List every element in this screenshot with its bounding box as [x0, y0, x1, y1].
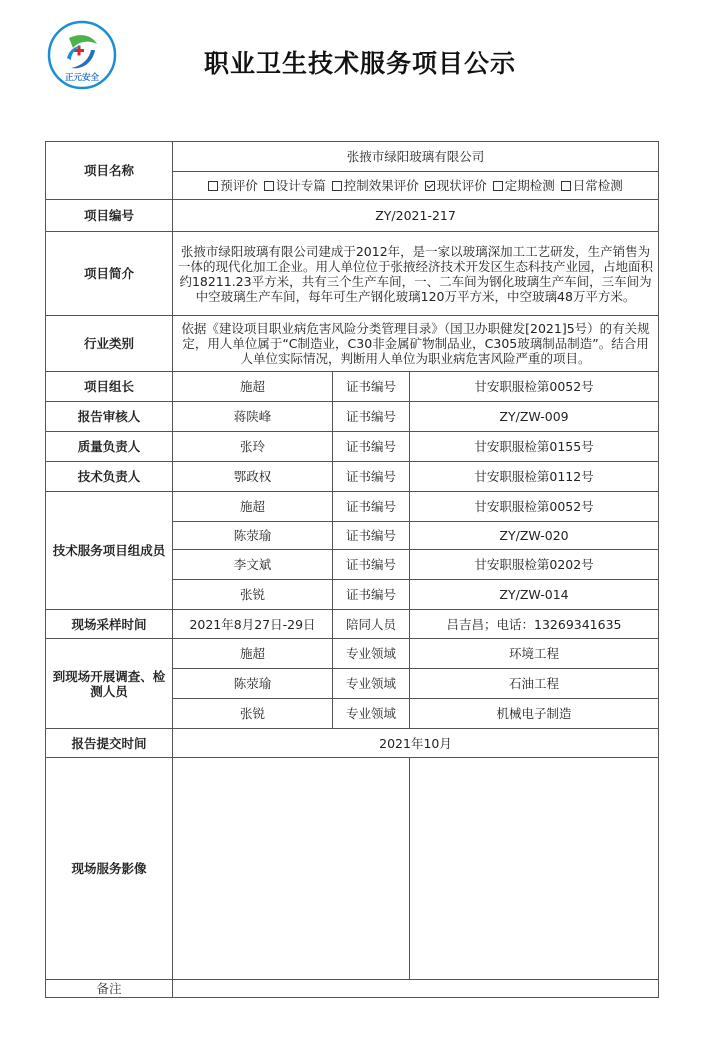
- page-title: 职业卫生技术服务项目公示: [203, 49, 516, 78]
- cert-label: 证书编号: [333, 462, 410, 492]
- team-member-cert: ZY/ZW-014: [410, 580, 659, 610]
- field-label: 专业领域: [333, 639, 410, 669]
- quality-label: 质量负责人: [46, 432, 173, 462]
- option-design[interactable]: 设计专篇: [264, 178, 326, 193]
- image-slot-left: [173, 758, 410, 980]
- report-time-label: 报告提交时间: [46, 729, 173, 758]
- team-member-name: 张锐: [173, 580, 333, 610]
- option-periodic-detection[interactable]: 定期检测: [493, 178, 555, 193]
- option-control-effect[interactable]: 控制效果评价: [332, 178, 419, 193]
- checkbox-periodic-detection[interactable]: [493, 181, 503, 191]
- logo-text: 正元安全: [64, 73, 100, 83]
- project-name-value: 张掖市绿阳玻璃有限公司: [173, 142, 659, 172]
- leader-label: 项目组长: [46, 372, 173, 402]
- team-member-cert: ZY/ZW-020: [410, 522, 659, 550]
- cert-label: 证书编号: [333, 432, 410, 462]
- project-number-label: 项目编号: [46, 200, 173, 232]
- field-staff-label: 到现场开展调查、检测人员: [46, 639, 173, 729]
- reviewer-name: 蒋陕峰: [173, 402, 333, 432]
- sampling-date: 2021年8月27日-29日: [173, 610, 333, 639]
- technical-label: 技术负责人: [46, 462, 173, 492]
- project-number-value: ZY/2021-217: [173, 200, 659, 232]
- technical-name: 鄂政权: [173, 462, 333, 492]
- cert-label: 证书编号: [333, 550, 410, 580]
- report-time-value: 2021年10月: [173, 729, 659, 758]
- field-staff-field: 石油工程: [410, 669, 659, 699]
- team-label: 技术服务项目组成员: [46, 492, 173, 610]
- sampling-label: 现场采样时间: [46, 610, 173, 639]
- image-slot-right: [410, 758, 659, 980]
- project-table: [45, 141, 659, 998]
- checkbox-daily-detection[interactable]: [561, 181, 571, 191]
- field-label: 专业领域: [333, 669, 410, 699]
- team-member-name: 陈荥瑜: [173, 522, 333, 550]
- team-member-name: 施超: [173, 492, 333, 522]
- quality-cert: 甘安职服检第0155号: [410, 432, 659, 462]
- field-label: 专业领域: [333, 699, 410, 729]
- reviewer-cert: ZY/ZW-009: [410, 402, 659, 432]
- companion-label: 陪同人员: [333, 610, 410, 639]
- industry-label: 行业类别: [46, 316, 173, 372]
- field-staff-field: 机械电子制造: [410, 699, 659, 729]
- industry-value: 依据《建设项目职业病危害风险分类管理目录》（国卫办职健发[2021]5号）的有关规定，用人单位属于“C制造业，C30非金属矿物制品业，C305玻璃制品制造”。结合用人单位实际情况，判断用人单位为职业病危害风险严重的项目。: [173, 316, 659, 372]
- cert-label: 证书编号: [333, 492, 410, 522]
- project-name-label: 项目名称: [46, 142, 173, 200]
- field-staff-name: 施超: [173, 639, 333, 669]
- quality-name: 张玲: [173, 432, 333, 462]
- cert-label: 证书编号: [333, 372, 410, 402]
- cert-label: 证书编号: [333, 402, 410, 432]
- field-staff-field: 环境工程: [410, 639, 659, 669]
- project-intro-value: 张掖市绿阳玻璃有限公司建成于2012年，是一家以玻璃深加工工艺研发，生产销售为一体的现代化加工企业。用人单位位于张掖经济技术开发区生态科技产业园，占地面积约18211.23平方米，共有三个生产车间，一、二车间为钢化玻璃生产车间，三车间为中空玻璃生产车间，每年可生产钢化玻璃120万平方米，中空玻璃48万平方米。: [173, 232, 659, 316]
- checkbox-control-effect[interactable]: [332, 181, 342, 191]
- project-intro-label: 项目简介: [46, 232, 173, 316]
- remarks-value: [173, 980, 659, 998]
- leader-name: 施超: [173, 372, 333, 402]
- option-status-evaluation[interactable]: 现状评价: [425, 178, 487, 193]
- team-member-name: 李文斌: [173, 550, 333, 580]
- remarks-label: 备注: [46, 980, 173, 998]
- checkbox-pre-evaluation[interactable]: [208, 181, 218, 191]
- field-staff-name: 陈荥瑜: [173, 669, 333, 699]
- reviewer-label: 报告审核人: [46, 402, 173, 432]
- technical-cert: 甘安职服检第0112号: [410, 462, 659, 492]
- images-label: 现场服务影像: [46, 758, 173, 980]
- field-staff-name: 张锐: [173, 699, 333, 729]
- leader-cert: 甘安职服检第0052号: [410, 372, 659, 402]
- option-daily-detection[interactable]: 日常检测: [561, 178, 623, 193]
- cert-label: 证书编号: [333, 580, 410, 610]
- evaluation-type-options: [173, 172, 659, 200]
- cert-label: 证书编号: [333, 522, 410, 550]
- option-pre-evaluation[interactable]: 预评价: [208, 178, 258, 193]
- checkbox-status-evaluation[interactable]: [425, 181, 435, 191]
- checkbox-design[interactable]: [264, 181, 274, 191]
- team-member-cert: 甘安职服检第0052号: [410, 492, 659, 522]
- team-member-cert: 甘安职服检第0202号: [410, 550, 659, 580]
- companion-value: 吕吉昌；电话：13269341635: [410, 610, 659, 639]
